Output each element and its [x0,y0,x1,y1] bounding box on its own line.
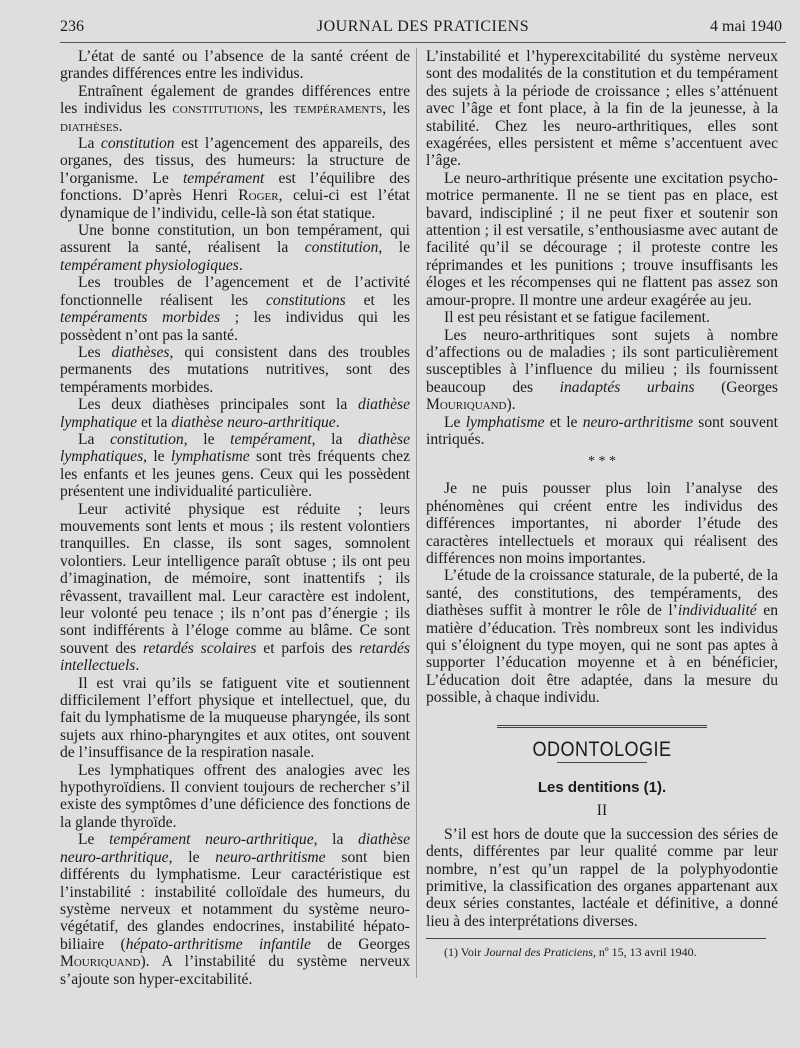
paragraph: La constitution, le tempérament, la diathèse lymphatiques, le lymphatisme sont très fréquents chez les enfants et les jeunes gens. Ceux qui les possèdent présentent une individualité particulière. [60,430,411,501]
journal-title: JOURNAL DES PRATICIENS [316,18,530,35]
paragraph: L’état de santé ou l’absence de la santé créent de grandes différences entre les individus. [60,48,410,83]
column-divider [416,48,417,978]
section-separator [497,725,707,731]
section-break-stars: * * * [588,454,616,470]
paragraph: Il est peu résistant et se fatigue facilement. [444,309,710,327]
title-underline [557,762,647,763]
paragraph: Le lymphatisme et le neuro-arthritisme sont souvent intriqués. [426,413,778,448]
paragraph: Les lymphatiques offrent des analogies avec les hypothyroïdiens. Il convient toujours de rechercher s’il existe des symptômes d’une déficience des fonctions de la glande thyroïde. [60,761,410,831]
paragraph: Une bonne constitution, un bon tempérament, qui assurent la santé, réalisent la constitution, le tempérament physiologiques. [60,222,410,274]
page-number: 236 [60,18,84,35]
paragraph: L’instabilité et l’hyperexcitabilité du système nerveux sont des modalités de la constitution et du tempérament des sujets à la période de croissance ; elles s’atténuent avec l’âge et font place, à la fin de la jeunesse, à la stabilité. Chez les neuro-arthritiques, elles sont exagérées, elles persistent et même s’accentuent avec l’âge. [426,48,778,170]
paragraph: L’étude de la croissance staturale, de la puberté, de la santé, des constitutions, des tempéraments, des diathèses suffit à montrer le rôle de l’individualité en matière d’éducation. Très nombreux sont les individus qui s’éloignent du type moyen, qui ne sont pas aptes à supporter l’éducation moyenne et à en bénéficier, L’éducation doit être adaptée, dans la mesure du possible, à chaque individu. [426,567,778,707]
footnote: (1) Voir Journal des Praticiens, nº 15, 13 avril 1940. [444,945,697,960]
paragraph: Les troubles de l’agencement et de l’activité fonctionnelle réalisent les constitutions et les tempéraments morbides ; les individus qui les possèdent n’ont pas la santé. [60,274,411,344]
part-number: II [596,802,608,820]
paragraph: Les deux diathèses principales sont la diathèse lymphatique et la diathèse neuro-arthritique. [60,396,410,431]
paragraph: La constitution est l’agencement des appareils, des organes, des tissus, des humeurs: la structure de l’organisme. Le tempérament est l’équilibre des fonctions. D’après Henri Roger, celui-ci est l’état dynamique de l’individu, celle-là son état statique. [60,135,410,222]
paragraph: Les neuro-arthritiques sont sujets à nombre d’affections ou de maladies ; ils sont particulièrement susceptibles à l’influence du milieu ; ils fournissent beaucoup des inadaptés urbains (Georges Mouriquand). [426,326,778,414]
paragraph: Le neuro-arthritique présente une excitation psycho-motrice permanente. Il ne se tient pas en place, est bavard, indiscipliné ; il ne peut fixer et soutenir son attention ; il est versatile, s’enthousiasme avec autant de facilité qu’il se décourage ; il proteste contre les réprimandes et les punitions ; trouve insuffisants les éloges et les récompenses qui ne flattent pas assez son amour-propre. Il montre une ardeur exagérée au jeu. [426,169,778,309]
page-header [60,16,786,43]
paragraph: Les diathèses, qui consistent dans des troubles permanents des mutations nutritives, sont des tempéraments morbides. [60,343,410,396]
issue-date: 4 mai 1940 [710,18,782,35]
paragraph: S’il est hors de doute que la succession des séries de dents, différentes par leur qualité comme par leur nombre, n’est qu’un rappel de la polyphyodontie primitive, la classification des organes appartenant aux deux séries constantes, lactéale et définitive, a donné lieu à des interprétations diverses. [426,825,778,930]
paragraph: Je ne puis pousser plus loin l’analyse des phénomènes qui créent entre les individus des différences importantes, ni aborder l’étude des caractères intellectuels et moraux qui réalisent des différences non moins importantes. [426,480,778,567]
paragraph: Leur activité physique est réduite ; leurs mouvements sont lents et mous ; ils restent volontiers tranquilles. En classe, ils sont sages, somnolent volontiers. Leur intelligence paraît obtuse ; ils ont peu d’imagination, de mémoire, sont inattentifs ; ils rêvassent, travaillent mal. Leur caractère est indolent, leur volonté peu tenace ; ils n’ont pas d’énergie ; ils sont indifférents à l’éloge comme au blâme. Ce sont souvent des retardés scolaires et parfois des retardés intellectuels. [60,500,411,675]
paragraph: Il est vrai qu’ils se fatiguent vite et soutiennent difficilement l’effort physique et intellectuel, que, du fait du lymphatisme de la muqueuse pharyngée, ils sont sujets aux rhino-pharyngites et aux otites, ont souvent de l’insuffisance de la respiration nasale. [60,674,410,762]
paragraph: Le tempérament neuro-arthritique, la diathèse neuro-arthritique, le neuro-arthritisme sont bien différents du lymphatisme. Leur caractéristique est l’instabilité : instabilité colloïdale des humeurs, du système nerveux et notamment du système neuro-végétatif, des glandes endocrines, instabilité hépato-biliaire (hépato-arthritisme infantile de Georges Mouriquand). A l’instabilité du système nerveux s’ajoute son hyper-excitabilité. [60,831,411,988]
left-column [60,48,410,988]
paragraph: Entraînent également de grandes différences entre les individus les constitutions, les tempéraments, les diathèses. [60,82,410,135]
right-column [426,48,778,960]
section-title: ODONTOLOGIE [532,737,672,761]
article-subtitle: Les dentitions (1). [537,779,667,797]
footnote-rule [426,938,766,939]
